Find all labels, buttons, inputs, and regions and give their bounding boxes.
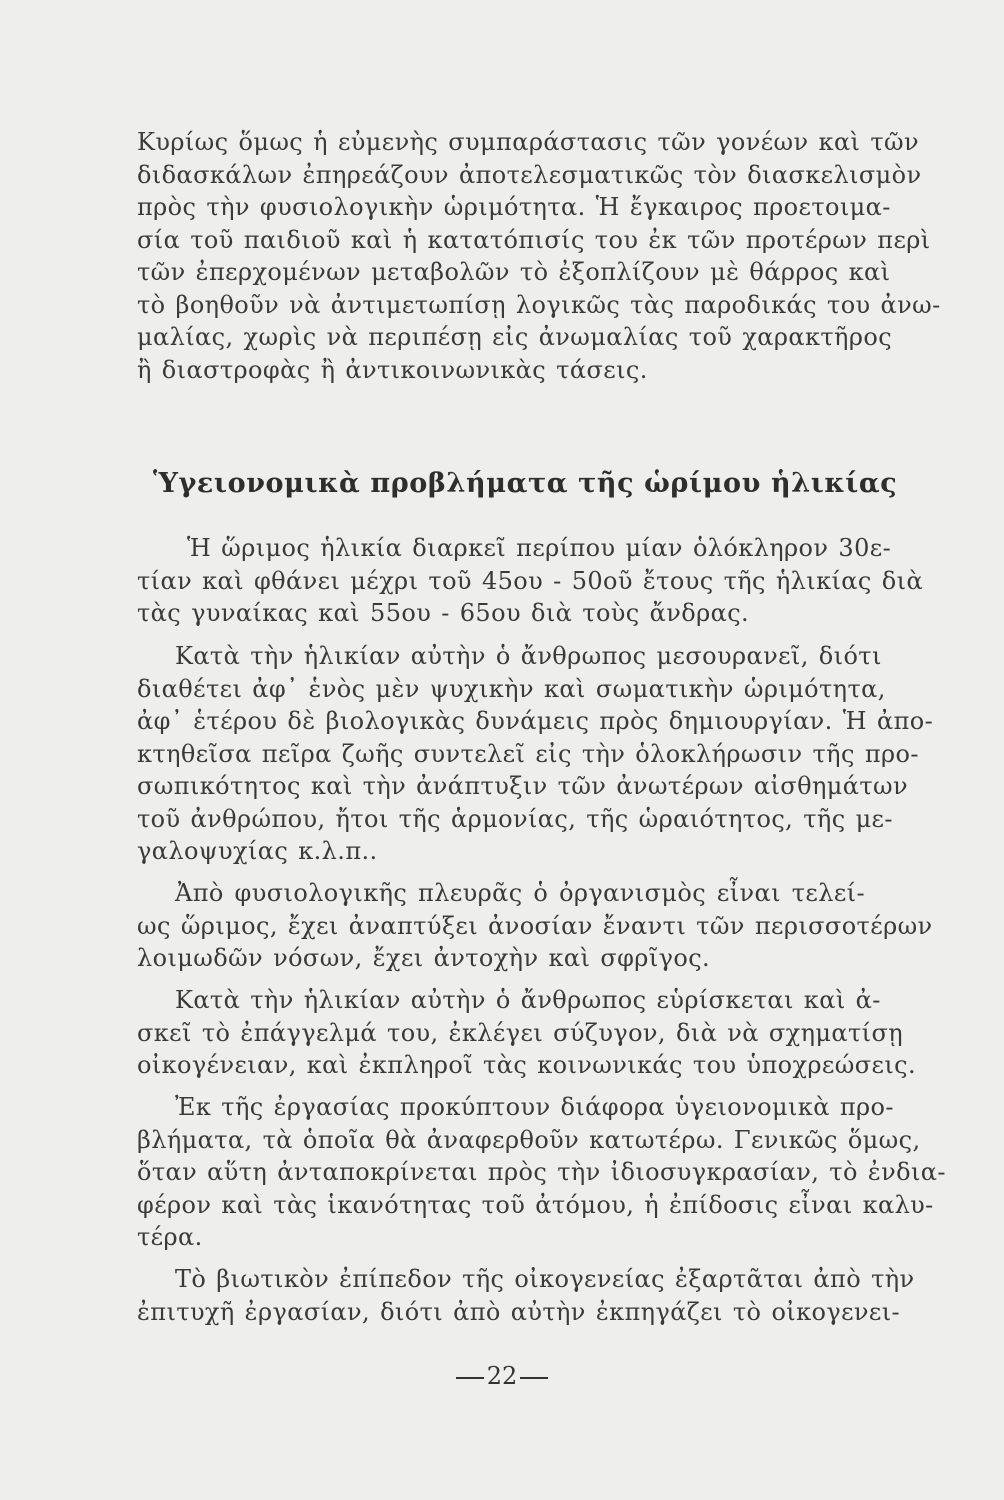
text-line: Κατὰ τὴν ἡλικίαν αὐτὴν ὁ ἄνθρωπος εὑρίσκεται καὶ ἀ- bbox=[175, 986, 881, 1014]
paragraph-1 bbox=[137, 126, 941, 386]
page-number-value: 22 bbox=[486, 1362, 518, 1390]
text-line: φέρον καὶ τὰς ἱκανότητας τοῦ ἀτόμου, ἡ ἐπίδοσις εἶναι καλυ- bbox=[137, 1190, 934, 1219]
page-number-dash-left bbox=[456, 1377, 484, 1379]
text-line: Κυρίως ὅμως ἡ εὐμενὴς συμπαράστασις τῶν γονέων καὶ τῶν bbox=[137, 128, 920, 156]
text-line: οἰκογένειαν, καὶ ἐκπληροῖ τὰς κοινωνικάς του ὑποχρεώσεις. bbox=[137, 1051, 917, 1079]
text-line: σκεῖ τὸ ἐπάγγελμά του, ἐκλέγει σύζυγον, διὰ νὰ σχηματίσῃ bbox=[137, 1018, 904, 1047]
text-line: τέρα. bbox=[137, 1223, 203, 1251]
text-line: γαλοψυχίας κ.λ.π.. bbox=[137, 837, 378, 865]
text-line: διαθέτει ἀφ᾽ ἑνὸς μὲν ψυχικὴν καὶ σωματικὴν ὡριμότητα, bbox=[137, 674, 886, 703]
text-line: σωπικότητος καὶ τὴν ἀνάπτυξιν τῶν ἀνωτέρων αἰσθημάτων bbox=[137, 772, 908, 800]
text-line: βλήματα, τὰ ὁποῖα θὰ ἀναφερθοῦν κατωτέρω. Γενικῶς ὅμως, bbox=[137, 1125, 921, 1154]
text-line: Ἀπὸ φυσιολογικῆς πλευρᾶς ὁ ὀργανισμὸς εἶναι τελεί- bbox=[175, 879, 865, 907]
text-line: ἀφ᾽ ἑτέρου δὲ βιολογικὰς δυνάμεις πρὸς δημιουργίαν. Ἡ ἀπο- bbox=[137, 707, 934, 735]
paragraph-6 bbox=[137, 1091, 946, 1254]
text-line: τίαν καὶ φθάνει μέχρι τοῦ 45ου - 50οῦ ἔτους τῆς ἡλικίας διὰ bbox=[137, 566, 924, 595]
text-line: τὸ βοηθοῦν νὰ ἀντιμετωπίσῃ λογικῶς τὰς παροδικάς του ἀνω- bbox=[137, 290, 941, 319]
text-line: σία τοῦ παιδιοῦ καὶ ἡ κατατόπισίς του ἐκ τῶν προτέρων περὶ bbox=[137, 225, 931, 254]
text-line: Ἐκ τῆς ἐργασίας προκύπτουν διάφορα ὑγειονομικὰ προ- bbox=[175, 1093, 894, 1121]
text-line: κτηθεῖσα πεῖρα ζωῆς συντελεῖ εἰς τὴν ὁλοκλήρωσιν τῆς προ- bbox=[137, 739, 919, 768]
text-line: τῶν ἐπερχομένων μεταβολῶν τὸ ἐξοπλίζουν μὲ θάρρος καὶ bbox=[137, 258, 891, 286]
text-line: μαλίας, χωρὶς νὰ περιπέσῃ εἰς ἀνωμαλίας τοῦ χαρακτῆρος bbox=[137, 323, 893, 351]
text-line: Τὸ βιωτικὸν ἐπίπεδον τῆς οἰκογενείας ἐξαρτᾶται ἀπὸ τὴν bbox=[175, 1265, 915, 1293]
text-line: ἐπιτυχῆ ἐργασίαν, διότι ἀπὸ αὐτὴν ἐκπηγάζει τὸ οἰκογενει- bbox=[137, 1297, 901, 1326]
text-line: Ἡ ὥριμος ἡλικία διαρκεῖ περίπου μίαν ὁλόκληρον 30ε- bbox=[187, 534, 892, 562]
paragraph-5 bbox=[137, 984, 917, 1082]
text-line: τοῦ ἀνθρώπου, ἤτοι τῆς ἁρμονίας, τῆς ὡραιότητος, τῆς με- bbox=[137, 804, 893, 833]
paragraph-4 bbox=[137, 877, 933, 975]
text-line: ὅταν αὕτη ἀνταποκρίνεται πρὸς τὴν ἰδιοσυγκρασίαν, τὸ ἐνδια- bbox=[137, 1158, 946, 1186]
page-number-dash-right bbox=[520, 1377, 548, 1379]
text-line: ἢ διαστροφὰς ἢ ἀντικοινωνικὰς τάσεις. bbox=[137, 355, 648, 384]
text-line: λοιμωδῶν νόσων, ἔχει ἀντοχὴν καὶ σφρῖγος. bbox=[137, 944, 711, 972]
section-heading: Ὑγειονομικὰ προβλήματα τῆς ὡρίμου ἡλικίας bbox=[153, 468, 898, 499]
paragraph-2 bbox=[137, 532, 924, 630]
page-number bbox=[0, 1362, 1004, 1390]
paragraph-3 bbox=[137, 640, 934, 868]
text-line: Κατὰ τὴν ἡλικίαν αὐτὴν ὁ ἄνθρωπος μεσουρανεῖ, διότι bbox=[175, 642, 882, 670]
text-line: ως ὥριμος, ἔχει ἀναπτύξει ἀνοσίαν ἔναντι τῶν περισσοτέρων bbox=[137, 911, 933, 940]
paragraph-7 bbox=[137, 1263, 915, 1328]
text-line: πρὸς τὴν φυσιολογικὴν ὡριμότητα. Ἡ ἔγκαιρος προετοιμα- bbox=[137, 193, 891, 221]
text-line: διδασκάλων ἐπηρεάζουν ἀποτελεσματικῶς τὸν διασκελισμὸν bbox=[137, 160, 922, 189]
text-line: τὰς γυναίκας καὶ 55ου - 65ου διὰ τοὺς ἄνδρας. bbox=[137, 599, 750, 627]
